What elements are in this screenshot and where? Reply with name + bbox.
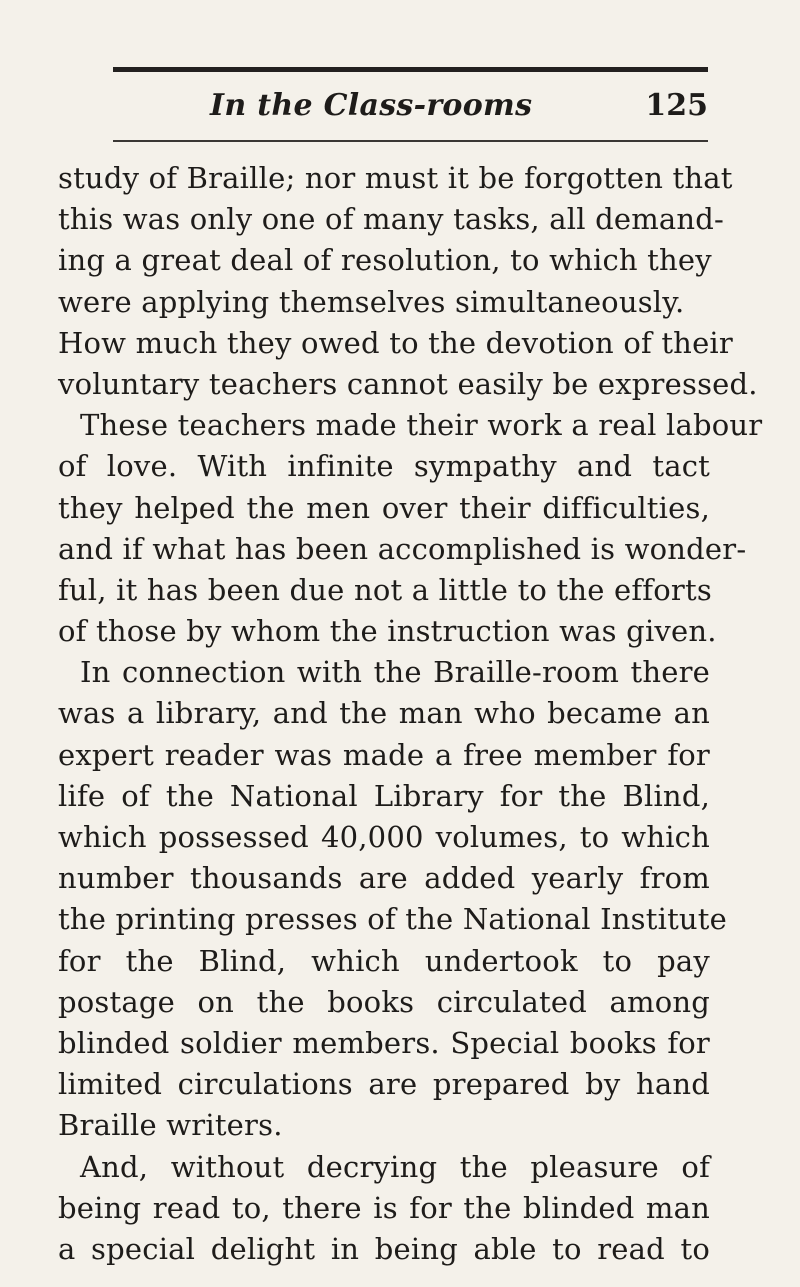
text-line: which possessed 40,000 volumes, to which <box>58 820 710 854</box>
text-line: voluntary teachers cannot easily be expressed. <box>58 366 758 401</box>
text-line: the printing presses of the National Institute <box>58 902 728 937</box>
text-line: this was only one of many tasks, all demand- <box>58 202 725 237</box>
header-bottom-rule <box>113 140 708 142</box>
text-line: being read to, there is for the blinded man <box>58 1190 710 1225</box>
text-line: expert reader was made a free member for <box>58 737 710 772</box>
text-line: they helped the men over their difficulties, <box>58 490 710 525</box>
text-line: life of the National Library for the Blind, <box>58 778 710 813</box>
running-title: In the Class-rooms <box>210 88 533 123</box>
text-line: In connection with the Braille-room there <box>80 655 710 690</box>
text-line: was a library, and the man who became an <box>58 696 710 731</box>
header-top-rule <box>113 67 708 72</box>
text-line: And, without decrying the pleasure of <box>80 1149 710 1184</box>
running-header <box>113 88 708 128</box>
text-line: How much they owed to the devotion of their <box>58 325 733 360</box>
text-line: for the Blind, which undertook to pay <box>58 943 710 978</box>
text-line: postage on the books circulated among <box>58 984 710 1019</box>
body-text <box>58 158 763 1270</box>
text-line: and if what has been accomplished is wonder- <box>58 531 747 566</box>
text-line: study of Braille; nor must it be forgotten that <box>58 161 733 195</box>
text-line: Braille writers. <box>58 1108 283 1143</box>
text-line: ing a great deal of resolution, to which they <box>58 243 712 278</box>
text-line: of those by whom the instruction was given. <box>58 614 717 649</box>
text-line: number thousands are added yearly from <box>58 861 710 896</box>
page-number: 125 <box>645 88 708 123</box>
text-line: of love. With infinite sympathy and tact <box>58 449 710 484</box>
text-line: ful, it has been due not a little to the efforts <box>58 572 712 607</box>
text-line: were applying themselves simultaneously. <box>58 284 685 319</box>
text-line: These teachers made their work a real labour <box>80 408 763 443</box>
text-line: limited circulations are prepared by hand <box>58 1067 710 1102</box>
text-line: blinded soldier members. Special books for <box>58 1025 710 1060</box>
text-line: a special delight in being able to read to <box>58 1231 710 1266</box>
